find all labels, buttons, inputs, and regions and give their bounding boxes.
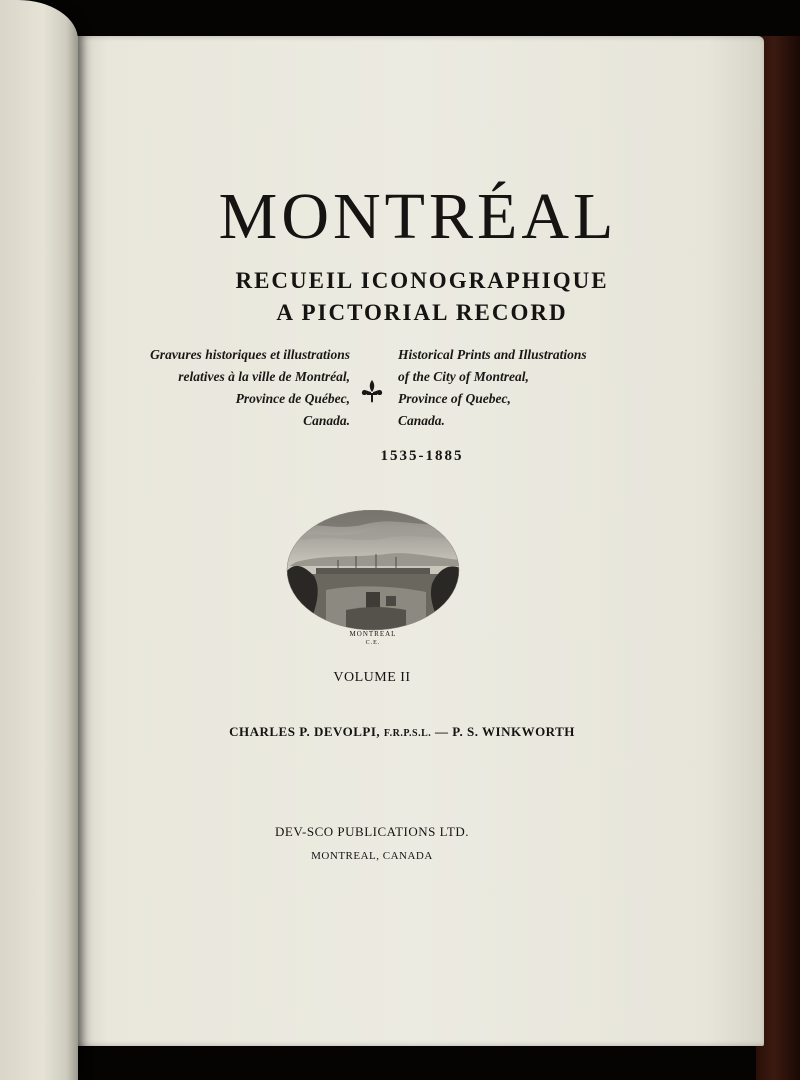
- engraving-caption: MONTREAL: [349, 630, 397, 638]
- description-line: Canada.: [398, 413, 445, 428]
- page-title: MONTRÉAL: [218, 180, 618, 253]
- fleur-de-lis-icon: [360, 379, 384, 405]
- description-line: Province of Quebec,: [398, 391, 511, 406]
- description-line: Historical Prints and Illustrations: [398, 347, 587, 362]
- description-line: Province de Québec,: [235, 391, 350, 406]
- engraving-caption-sub: C.E.: [365, 640, 381, 646]
- subtitle-english: A PICTORIAL RECORD: [276, 300, 568, 325]
- description-line: relatives à la ville de Montréal,: [178, 369, 350, 384]
- publisher-location: MONTREAL, CANADA: [311, 850, 433, 862]
- date-range: 1535-1885: [380, 448, 464, 464]
- publisher-name: DEV-SCO PUBLICATIONS LTD.: [275, 824, 469, 839]
- description-french: [102, 344, 350, 432]
- volume-label: VOLUME II: [333, 670, 411, 685]
- description-line: of the City of Montreal,: [398, 369, 529, 384]
- description-english: [398, 344, 658, 432]
- author-first: CHARLES P. DEVOLPI,: [229, 724, 381, 739]
- description-line: Gravures historiques et illustrations: [150, 347, 350, 362]
- author-credentials: F.R.P.S.L.: [383, 728, 432, 739]
- author-separator: —: [431, 724, 453, 739]
- author-second: P. S. WINKWORTH: [452, 724, 575, 739]
- title-page: [66, 36, 764, 1046]
- authors-line: [162, 724, 642, 740]
- montreal-engraving-image: [286, 510, 460, 632]
- subtitle-french: RECUEIL ICONOGRAPHIQUE: [235, 268, 609, 293]
- description-line: Canada.: [303, 413, 350, 428]
- left-page-edge: [0, 0, 78, 1080]
